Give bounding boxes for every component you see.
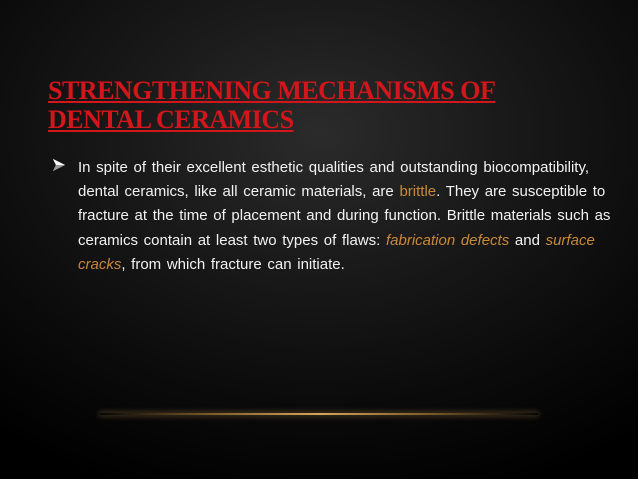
bullet-text-part-2: . They are susceptible to fracture at the time of placement and during function. Brittle materials such as ceramics contain at least two types of flaws:: [78, 183, 611, 249]
slide-title-line-1: STRENGTHENING MECHANISMS OF: [48, 76, 496, 105]
bullet-paragraph: [78, 156, 612, 277]
bullet-text-part-3: and: [509, 231, 546, 249]
bullet-text-part-4: , from which fracture can initiate.: [121, 255, 345, 273]
highlight-surface-cracks: surface cracks: [78, 231, 595, 273]
highlight-fabrication-defects: fabrication defects: [385, 231, 510, 249]
bullet-item: [52, 156, 612, 277]
decorative-glow-divider: [100, 413, 538, 415]
slide-title: [48, 76, 608, 134]
arrow-bullet-icon: [52, 158, 66, 172]
bullet-text-part-1: In spite of their excellent esthetic qualities and outstanding biocompatibility, dental ceramics, like all ceramic materials, are: [78, 159, 590, 201]
highlight-brittle: brittle: [399, 183, 437, 201]
slide-title-line-2: DENTAL CERAMICS: [48, 105, 294, 134]
